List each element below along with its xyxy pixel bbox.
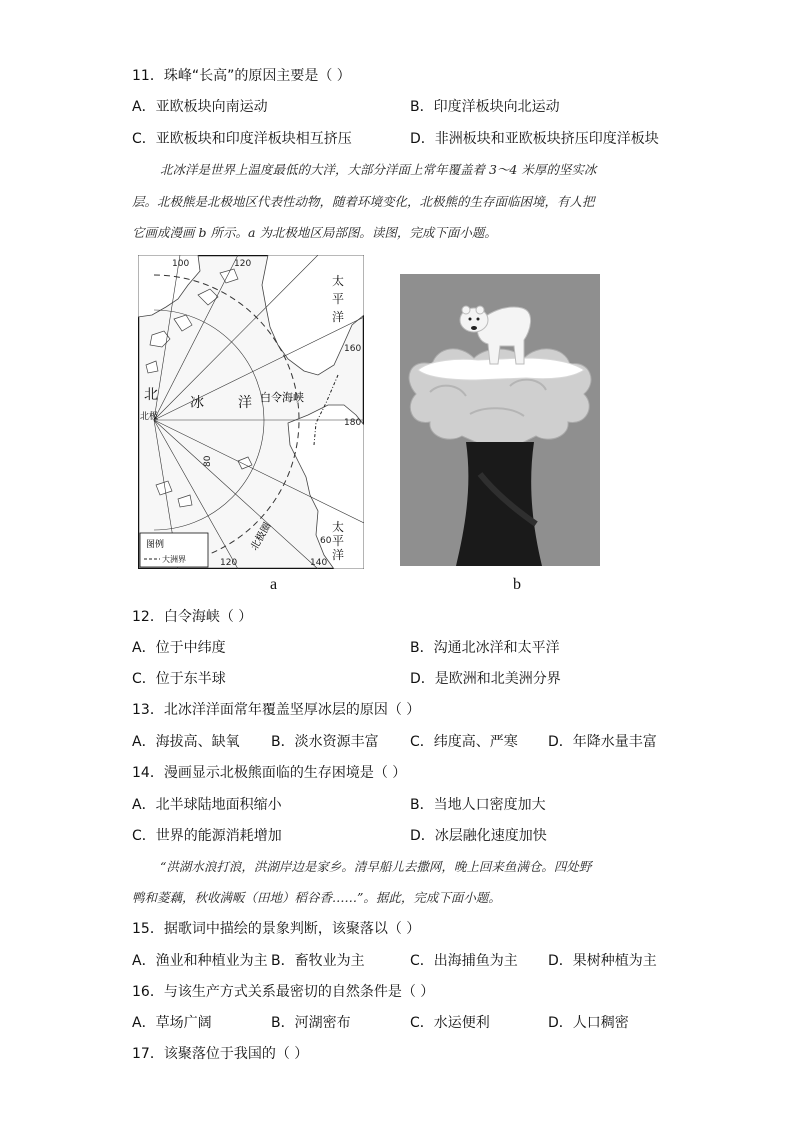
passage1-line-1: 北冰洋是世界上温度最低的大洋，大部分洋面上常年覆盖着 3～4 米厚的坚实冰 [160, 162, 597, 177]
passage1-line-3: 它画成漫画 b 所示。a 为北极地区局部图。读图，完成下面小题。 [132, 225, 497, 240]
q16-option-d[interactable]: D．人口稠密 [548, 1015, 629, 1031]
passage2-line-1: “洪湖水浪打浪，洪湖岸边是家乡。清早船儿去撒网，晚上回来鱼满仓。四处野 [160, 859, 592, 874]
q12-option-d[interactable]: D．是欧洲和北美洲分界 [410, 671, 561, 687]
q13-option-d[interactable]: D．年降水量丰富 [548, 734, 657, 750]
arctic-circle-label: 北极圈 [249, 521, 274, 553]
q15-stem: 15．据歌词中描绘的景象判断，该聚落以（ ） [132, 921, 421, 937]
bering-strait-label: 白令海峡 [260, 391, 304, 404]
q11-option-d[interactable]: D．非洲板块和亚欧板块挤压印度洋板块 [410, 131, 659, 147]
q12-option-b[interactable]: B．沟通北冰洋和太平洋 [410, 640, 560, 656]
q14-option-b[interactable]: B．当地人口密度加大 [410, 797, 546, 813]
arctic-char-1: 北 [144, 387, 158, 403]
q11-option-c[interactable]: C．亚欧板块和印度洋板块相互挤压 [132, 131, 352, 147]
q16-option-a[interactable]: A．草场广阔 [132, 1015, 212, 1031]
q14-stem: 14．漫画显示北极熊面临的生存困境是（ ） [132, 765, 407, 781]
ice-floe-shape [418, 358, 584, 380]
pacific-bottom-char-1: 太 [332, 520, 345, 534]
legend-item: 大洲界 [162, 555, 186, 564]
q13-stem: 13．北冰洋洋面常年覆盖坚厚冰层的原因（ ） [132, 702, 421, 718]
arctic-char-3: 洋 [238, 395, 252, 411]
figure-b-polar-bear-cartoon [400, 274, 600, 566]
passage2-line-2: 鸭和菱藕，秋收满畈（田地）稻谷香……”。据此，完成下面小题。 [132, 890, 501, 905]
lon-120-label: 120 [234, 259, 252, 269]
q15-option-a[interactable]: A．渔业和种植业为主 [132, 953, 268, 969]
q15-option-b[interactable]: B．畜牧业为主 [271, 953, 365, 969]
pacific-top-char-2: 平 [332, 292, 345, 306]
lon-140-label: 140 [310, 558, 328, 568]
lon-160-label: 160 [344, 344, 362, 354]
q16-option-c[interactable]: C．水运便利 [410, 1015, 490, 1031]
q16-stem: 16．与该生产方式关系最密切的自然条件是（ ） [132, 984, 435, 1000]
pacific-bottom-char-2: 平 [332, 534, 345, 548]
q13-option-b[interactable]: B．淡水资源丰富 [271, 734, 379, 750]
chimney-shape [456, 442, 542, 566]
q17-stem: 17．该聚落位于我国的（ ） [132, 1046, 309, 1062]
q12-stem: 12．白令海峡（ ） [132, 609, 253, 625]
q15-option-c[interactable]: C．出海捕鱼为主 [410, 953, 518, 969]
arctic-char-2: 冰 [190, 395, 204, 411]
q14-option-a[interactable]: A．北半球陆地面积缩小 [132, 797, 282, 813]
passage1-line-2: 层。北极熊是北极地区代表性动物，随着环境变化，北极熊的生存面临困境，有人把 [132, 194, 595, 209]
pacific-bottom-char-3: 洋 [332, 548, 345, 562]
figure-b-caption: b [513, 576, 521, 593]
lon-180-label: 180 [344, 418, 362, 428]
pacific-top-char-3: 洋 [332, 310, 345, 324]
lon-60-label: 60 [320, 536, 332, 546]
figure-a-arctic-map [138, 255, 364, 569]
lon-100-label: 100 [172, 259, 190, 269]
pacific-top-char-1: 太 [332, 274, 345, 288]
q16-option-b[interactable]: B．河湖密布 [271, 1015, 351, 1031]
lat-80-label: 80 [203, 455, 213, 467]
q14-option-c[interactable]: C．世界的能源消耗增加 [132, 828, 282, 844]
legend-title: 图例 [146, 540, 165, 550]
lon-120b-label: 120 [220, 558, 238, 568]
q12-option-a[interactable]: A．位于中纬度 [132, 640, 226, 656]
q13-option-a[interactable]: A．海拔高、缺氧 [132, 734, 240, 750]
q14-option-d[interactable]: D．冰层融化速度加快 [410, 828, 547, 844]
figure-a-caption: a [270, 576, 278, 593]
q11-stem: 11．珠峰“长高”的原因主要是（ ） [132, 68, 351, 84]
north-pole-label: 北极 [140, 412, 159, 422]
q13-option-c[interactable]: C．纬度高、严寒 [410, 734, 518, 750]
q15-option-d[interactable]: D．果树种植为主 [548, 953, 657, 969]
q11-option-b[interactable]: B．印度洋板块向北运动 [410, 99, 560, 115]
q12-option-c[interactable]: C．位于东半球 [132, 671, 226, 687]
q11-option-a[interactable]: A．亚欧板块向南运动 [132, 99, 268, 115]
